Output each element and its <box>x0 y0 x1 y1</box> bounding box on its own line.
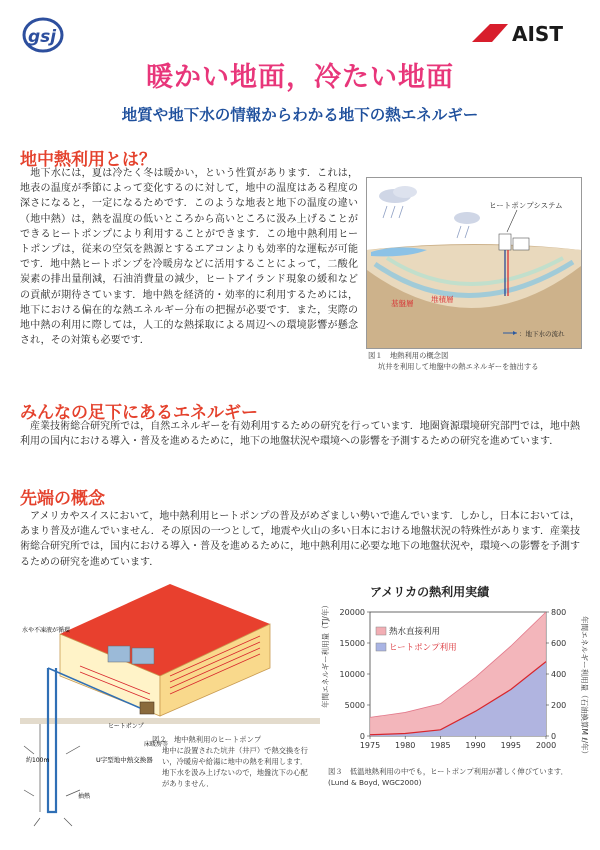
fig1-label-flow: ：地下水の流れ <box>519 330 565 338</box>
chart-ytick-left-label: 15000 <box>339 639 365 648</box>
chart-xtick-label: 1995 <box>500 741 521 750</box>
chart-legend-swatch-1 <box>376 643 386 651</box>
fig1-label-sediment: 堆積層 <box>431 295 454 304</box>
chart-legend-swatch-0 <box>376 627 386 635</box>
section3-body: アメリカやスイスにおいて，地中熱利用ヒートポンプの普及がめざましい勢いで進んでいます．しかし，日本においては，あまり普及が進んでいません．その原因の一つとして，地震や火山の多い日本における地盤状況の特殊性があります．産業技術総合研究所では，国内における導入・普及を進めるために，地中熱利用に必要な地下の地盤状況や，環境への影響を予測するための研究を進めています． <box>20 511 580 568</box>
chart-xtick-label: 1990 <box>465 741 486 750</box>
section1-body: 地下水には，夏は冷たく冬は暖かい，という性質があります．これは，地表の温度が季節によって変化するのに対して，地中の温度はある程度の深さになると，一定になるためです．このような地表と地下の温度の違い（地中熱）は，熱を温度の低いところから高いところに汲み上げることができるヒートポンプにより利用することができます．この地中熱利用ヒートポンプは，従来の空気を熱源とするエアコンよりも効率的な運転が可能です．地中熱ヒートポンプを冷暖房などに活用することによって，二酸化炭素の排出量削減，石油消費量の減少，ヒートアイランド現象の緩和などの貢献が期待さています．地中熱を経済的・効率的に利用するためには，地下における偏在的な熱エネルギー分布の把握が必要です．また，実際の地中熱の利用に際しては，人工的な熱採取による周辺への環境影響が懸念され，その対策も必要です． <box>20 168 358 347</box>
chart-ylabel-left: 年間エネルギー利用量（TJ/年） <box>321 601 330 708</box>
section2-body: 産業技術総合研究所では，自然エネルギーを有効利用するための研究を行っています．地圏資源環境研究部門では，地中熱利用の国内における導入・普及を進めるために，地下の地盤状況や環境への影響を予測するための研究を進めています． <box>20 421 580 448</box>
fig1-label-system: ヒートポンプシステム <box>489 201 563 210</box>
page-title: 暖かい地面，冷たい地面 <box>146 62 454 93</box>
chart-ytick-left-label: 10000 <box>339 670 365 679</box>
chart-ytick-left-label: 5000 <box>344 701 365 710</box>
fig1-label-bedrock: 基盤層 <box>391 299 414 308</box>
fig2-label-water: 水や不凍液が循環 <box>22 627 71 634</box>
section2-heading: みんなの足下にあるエネルギー <box>20 403 258 423</box>
chart-xtick-label: 1985 <box>430 741 451 750</box>
chart-ytick-right-label: 400 <box>551 670 567 679</box>
fig2-label-heat: 抽熱 <box>78 793 91 800</box>
chart-ytick-right-label: 200 <box>551 701 567 710</box>
chart-title: アメリカの熱利用実績 <box>370 585 490 599</box>
chart-ytick-right-label: 0 <box>551 732 557 741</box>
figure1-diagram <box>367 178 581 348</box>
figure1-caption-title: 図１ 地熱利用の概念図 <box>368 351 449 360</box>
fig2-label-exchanger: U字型地中熱交換器 <box>96 756 153 764</box>
figure3-caption-line2: (Lund & Boyd, WGC2000) <box>328 778 422 787</box>
chart-ytick-right-label: 800 <box>551 608 567 617</box>
figure2-caption-body: 地中に設置された坑井（井戸）で熱交換を行い，冷暖房や給湯に地中の熱を利用します．地下水を汲み上げないので，地盤沈下の心配がありません． <box>162 746 308 788</box>
figure1-caption <box>368 350 582 372</box>
aist-logo-text: AIST <box>512 22 563 46</box>
chart-ytick-left-label: 0 <box>359 732 365 741</box>
figure2-diagram <box>20 576 320 840</box>
section1-heading: 地中熱利用とは？ <box>20 150 156 170</box>
chart-ytick-right-label: 600 <box>551 639 567 648</box>
section3-heading: 先端の概念 <box>20 489 105 509</box>
gsj-logo <box>22 14 64 56</box>
figure3-chart <box>318 598 588 760</box>
figure1-box <box>366 177 582 349</box>
chart-legend-label-0: 熱水直接利用 <box>389 627 441 637</box>
chart-xtick-label: 1975 <box>359 741 381 750</box>
figure2-caption <box>152 734 314 789</box>
chart-ytick-left-label: 20000 <box>339 608 365 617</box>
aist-logo <box>468 18 580 48</box>
figure3-caption-line1: 図３ 低温地熱利用の中でも，ヒートポンプ利用が著しく伸びています． <box>328 767 568 776</box>
figure2-caption-title: 図２ 地中熱利用のヒートポンプ <box>152 735 262 744</box>
fig2-label-hp: ヒートポンプ <box>108 723 144 730</box>
chart-legend-label-1: ヒートポンプ利用 <box>389 643 457 653</box>
chart-xtick-label: 1980 <box>395 741 416 750</box>
chart-ylabel-right: 年間エネルギー利用量（石油換算M ℓ/年） <box>580 616 589 758</box>
fig2-label-floor: 床暖房等 <box>144 741 169 748</box>
fig2-label-depth: 約100m <box>26 757 50 764</box>
figure1-caption-body: 坑井を利用して地盤中の熱エネルギーを抽出する <box>378 362 539 371</box>
gsj-logo-text: gsj <box>28 27 57 47</box>
chart-xtick-label: 2000 <box>535 741 557 750</box>
figure3-caption <box>328 766 590 788</box>
page-subtitle: 地質や地下水の情報からわかる地下の熱エネルギー <box>121 106 479 124</box>
